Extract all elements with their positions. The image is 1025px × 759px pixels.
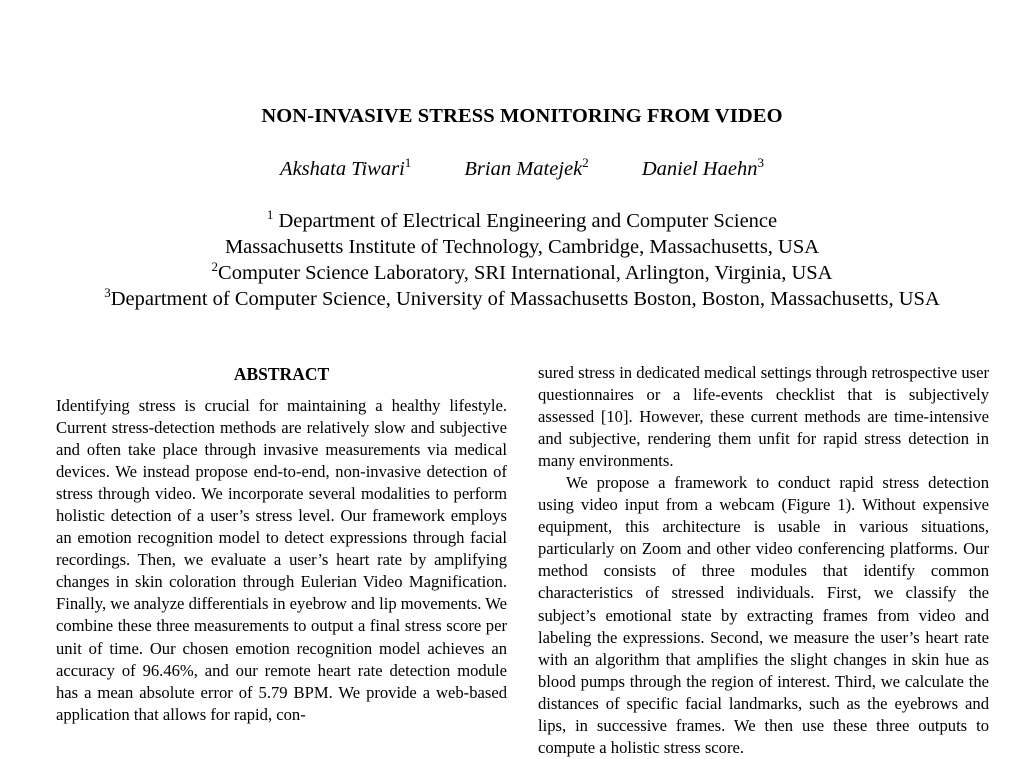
author-2-name: Brian Matejek <box>464 158 583 180</box>
affiliation-3 <box>0 286 1025 312</box>
author-1-name: Akshata Tiwari <box>280 158 405 180</box>
author-2-mark: 2 <box>582 155 589 170</box>
abstract-heading: ABSTRACT <box>233 364 330 384</box>
affiliation-2-text: Computer Science Laboratory, SRI International, Arlington, Virginia, USA <box>218 262 833 284</box>
author-3 <box>641 155 764 181</box>
affiliation-2 <box>0 260 1025 286</box>
paper-title: NON-INVASIVE STRESS MONITORING FROM VIDEO <box>261 105 783 127</box>
affiliation-1-mark: 1 <box>266 207 274 222</box>
abstract-text: Identifying stress is crucial for maintaining a healthy lifestyle. Current stress-detection methods are relatively slow and subjective and often take place through invasive measurements via medical devices. We instead propose end-to-end, non-invasive detection of stress through video. We incorporate several modalities to perform holistic detection of a user’s stress level. Our framework employs an emotion recognition model to detect expressions through facial recordings. Then, we evaluate a user’s heart rate by amplifying changes in skin coloration through Eulerian Video Magnification. Finally, we analyze differentials in eyebrow and lip movements. We combine these three measurements to output a final stress score per unit of time. Our chosen emotion recognition model achieves an accuracy of 96.46%, and our remote heart rate detection module has a mean absolute error of 5.79 BPM. We provide a web-based application that allows for rapid, con- <box>56 396 507 724</box>
affiliation-1-text: Department of Electrical Engineering and Computer Science <box>273 210 778 232</box>
intro-paragraph-framework: We propose a framework to conduct rapid stress detection using video input from a webcam (Figure 1). Without expensive equipment, this architecture is usable in various situations, particularly on Zoom and other video conferencing platforms. Our method consists of three modules that identify common characteristics of stressed individuals. First, we classify the subject’s emotional state by extracting frames from video and labeling the expressions. Second, we measure the user’s heart rate with an algorithm that amplifies the slight changes in skin hue as blood pumps through the region of interest. Third, we calculate the distances of specific facial landmarks, such as the eyebrows and lips, in successive frames. We then use these three outputs to compute a holistic stress score. <box>538 473 989 757</box>
affiliation-1-line-2 <box>0 234 1025 260</box>
author-list <box>0 155 1025 181</box>
author-2 <box>464 155 589 181</box>
affiliation-1-line-2-text: Massachusetts Institute of Technology, Cambridge, Massachusetts, USA <box>224 236 820 258</box>
author-3-name: Daniel Haehn <box>641 158 758 180</box>
affiliation-3-text: Department of Computer Science, University of Massachusetts Boston, Boston, Massachusetts, USA <box>110 288 940 310</box>
affiliation-list <box>0 208 1025 312</box>
affiliation-1 <box>0 208 1025 234</box>
right-column <box>538 362 989 759</box>
intro-paragraph-continued: sured stress in dedicated medical settings through retrospective user questionnaires or a life-events checklist that is subjectively assessed [10]. However, these current methods are time-intensive and subjective, rendering them unfit for rapid stress detection in many environments. <box>538 363 989 471</box>
affiliation-3-mark: 3 <box>104 285 111 300</box>
author-1 <box>280 155 412 181</box>
affiliation-2-mark: 2 <box>211 259 219 274</box>
author-1-mark: 1 <box>404 155 412 170</box>
author-3-mark: 3 <box>757 155 764 170</box>
left-column <box>56 362 507 726</box>
